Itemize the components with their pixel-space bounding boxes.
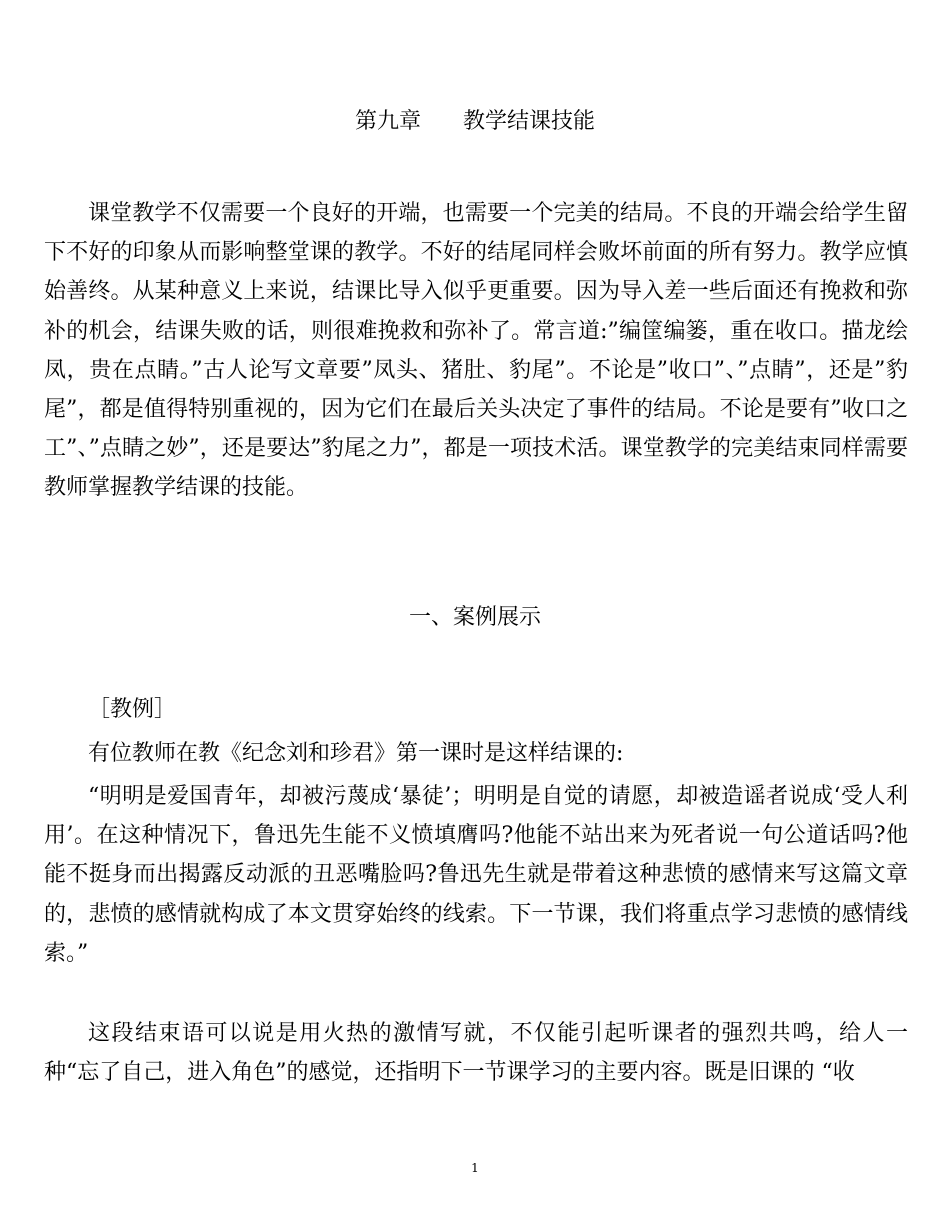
example-label: ［教例］ (88, 697, 177, 722)
example-quote: “明明是爱国青年，却被污蔑成‘暴徒’；明明是自觉的请愿，却被造谣者说成‘受人利用’。在这种情况下，鲁迅先生能不义愤填膺吗?他能不站出来为死者说一句公道话吗?他能不挺身而出揭露反动派的丑恶嘴脸吗?鲁迅先生就是带着这种悲愤的感情来写这篇文章的，悲愤的感情就构成了本文贯穿始终的线索。下一节课，我们将重点学习悲愤的感情线索。” (44, 784, 908, 966)
section-heading: 一、案例展示 (408, 605, 541, 630)
commentary-paragraph: 这段结束语可以说是用火热的激情写就，不仅能引起听课者的强烈共鸣，给人一种“忘了自己，进入角色”的感觉，还指明下一节课学习的主要内容。既是旧课的 “收 (44, 1021, 908, 1086)
example-intro: 有位教师在教《纪念刘和珍君》第一课时是这样结课的: (88, 741, 624, 766)
page-number: 1 (471, 1161, 479, 1175)
intro-paragraph: 课堂教学不仅需要一个良好的开端，也需要一个完美的结局。不良的开端会给学生留下不好的印象从而影响整堂课的教学。不好的结尾同样会败坏前面的所有努力。教学应慎始善终。从某种意义上来说，结课比导入似乎更重要。因为导入差一些后面还有挽救和弥补的机会，结课失败的话，则很难挽救和弥补了。常言道:”编筐编篓，重在收口。描龙绘凤，贵在点睛。”古人论写文章要”凤头、猪肚、豹尾”。不论是”收口”、”点睛”，还是”豹尾”，都是值得特别重视的，因为它们在最后关头决定了事件的结局。不论是要有”收口之工”、”点睛之妙”，还是要达”豹尾之力”，都是一项技术活。课堂教学的完美结束同样需要教师掌握教学结课的技能。 (44, 201, 908, 501)
chapter-title: 第九章 教学结课技能 (355, 109, 595, 134)
